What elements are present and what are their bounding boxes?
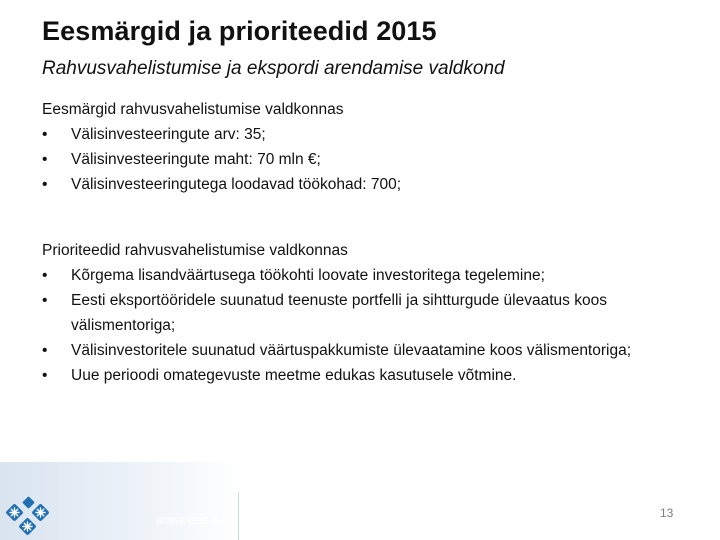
goals-section: [42, 97, 682, 197]
bullet-icon: •: [42, 342, 48, 359]
priorities-list-item: [42, 288, 682, 338]
priorities-item-text: Välisinvestoritele suunatud väärtuspakkumiste ülevaatamine koos välismentoriga;: [71, 342, 632, 359]
bullet-icon: •: [42, 126, 48, 143]
bullet-icon: •: [42, 151, 48, 168]
bullet-icon: •: [42, 176, 48, 193]
goals-item-text: Välisinvesteeringute maht: 70 mln €;: [71, 151, 321, 168]
priorities-heading: Prioriteedid rahvusvahelistumise valdkonnas: [42, 242, 348, 259]
priorities-list-item: [42, 263, 682, 288]
slide-subtitle: Rahvusvahelistumise ja ekspordi arendamise valdkond: [42, 58, 505, 79]
goals-heading: Eesmärgid rahvusvahelistumise valdkonnas: [42, 101, 344, 118]
priorities-section: [42, 238, 682, 388]
bullet-icon: •: [42, 367, 48, 384]
page-number: 13: [660, 506, 674, 520]
goals-list-item: [42, 147, 682, 172]
goals-item-text: Välisinvesteeringute arv: 35;: [71, 126, 266, 143]
goals-list-item: [42, 172, 682, 197]
priorities-item-text: Eesti eksportööridele suunatud teenuste portfelli ja sihtturgude ülevaatus koos välismentoriga;: [71, 292, 607, 334]
goals-item-text: Välisinvesteeringutega loodavad töökohad: 700;: [71, 176, 402, 193]
priorities-item-text: Uue perioodi omategevuste meetme edukas kasutusele võtmine.: [71, 367, 517, 384]
goals-list: [42, 122, 682, 197]
priorities-list: [42, 263, 682, 388]
eas-logo-icon: [6, 496, 50, 540]
priorities-list-item: [42, 363, 682, 388]
bullet-icon: •: [42, 267, 48, 284]
priorities-item-text: Kõrgema lisandväärtusega töökohti loovate investoritega tegelemine;: [71, 267, 545, 284]
footer-divider: [238, 492, 239, 540]
footer-url: www.eas.ee: [155, 512, 229, 527]
priorities-list-item: [42, 338, 682, 363]
bullet-icon: •: [42, 292, 48, 309]
goals-list-item: [42, 122, 682, 147]
slide-title: Eesmärgid ja prioriteedid 2015: [42, 16, 437, 46]
